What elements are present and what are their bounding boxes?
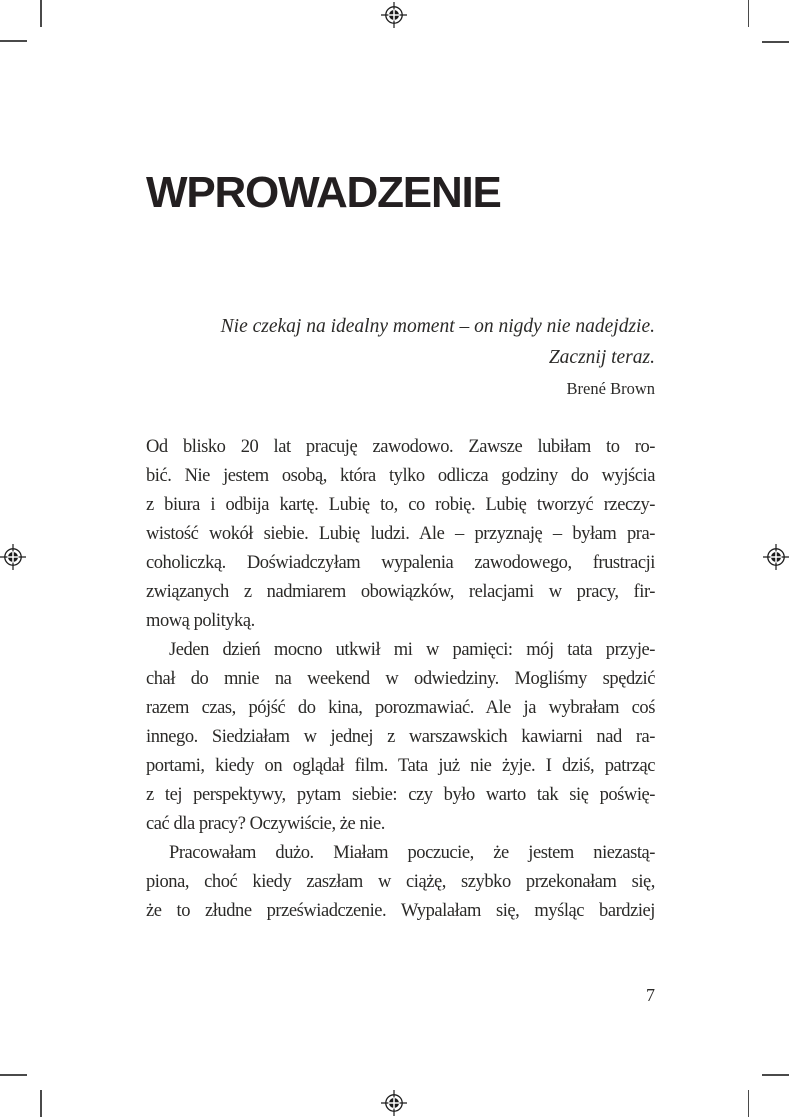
body-line: chał do mnie na weekend w odwiedziny. Mogliśmy spędzić <box>146 669 655 689</box>
body-line: że to złudne przeświadczenie. Wypalałam się, myśląc bardziej <box>146 901 655 921</box>
body-line: Jeden dzień mocno utkwił mi w pamięci: mój tata przyje- <box>169 640 655 660</box>
epigraph-attribution: Brené Brown <box>566 379 655 398</box>
body-line: razem czas, pójść do kina, porozmawiać. Ale ja wybrałam coś <box>146 698 655 718</box>
body-line: z tej perspektywy, pytam siebie: czy było warto tak się poświę- <box>146 785 655 805</box>
registration-target-icon <box>762 543 789 571</box>
body-line: z biura i odbija kartę. Lubię to, co robię. Lubię tworzyć rzeczy- <box>146 495 655 515</box>
crop-mark-icon <box>762 41 789 43</box>
paragraph <box>146 636 655 839</box>
chapter-title: WPROWADZENIE <box>146 168 501 218</box>
crop-mark-icon <box>748 0 750 27</box>
paragraph <box>146 433 655 636</box>
registration-target-icon <box>0 543 27 571</box>
crop-mark-icon <box>0 40 27 42</box>
epigraph-line: Zacznij teraz. <box>548 347 655 368</box>
body-line: wistość wokół siebie. Lubię ludzi. Ale – przyznaję – byłam pra- <box>146 524 655 544</box>
crop-mark-icon <box>40 1090 42 1117</box>
page-number: 7 <box>646 985 655 1005</box>
body-line: Pracowałam dużo. Miałam poczucie, że jestem niezastą- <box>169 843 655 863</box>
crop-mark-icon <box>40 0 42 27</box>
registration-target-icon <box>380 1089 408 1117</box>
body-text <box>146 433 655 926</box>
crop-mark-icon <box>748 1090 750 1117</box>
body-line: portami, kiedy on oglądał film. Tata już nie żyje. I dziś, patrząc <box>146 756 655 776</box>
body-line: Od blisko 20 lat pracuję zawodowo. Zawsze lubiłam to ro- <box>146 437 655 457</box>
body-line: piona, choć kiedy zaszłam w ciążę, szybko przekonałam się, <box>146 872 655 892</box>
body-line: bić. Nie jestem osobą, która tylko odlicza godziny do wyjścia <box>146 466 655 486</box>
body-line: coholiczką. Doświadczyłam wypalenia zawodowego, frustracji <box>146 553 655 573</box>
body-line: związanych z nadmiarem obowiązków, relacjami w pracy, fir- <box>146 582 655 602</box>
body-line: mową polityką. <box>146 611 255 631</box>
body-line: cać dla pracy? Oczywiście, że nie. <box>146 814 385 834</box>
body-line: innego. Siedziałam w jednej z warszawskich kawiarni nad ra- <box>146 727 655 747</box>
crop-mark-icon <box>0 1074 27 1076</box>
paragraph <box>146 839 655 926</box>
epigraph <box>146 311 655 404</box>
registration-target-icon <box>380 1 408 29</box>
crop-mark-icon <box>762 1074 789 1076</box>
epigraph-line: Nie czekaj na idealny moment – on nigdy nie nadejdzie. <box>220 316 655 337</box>
